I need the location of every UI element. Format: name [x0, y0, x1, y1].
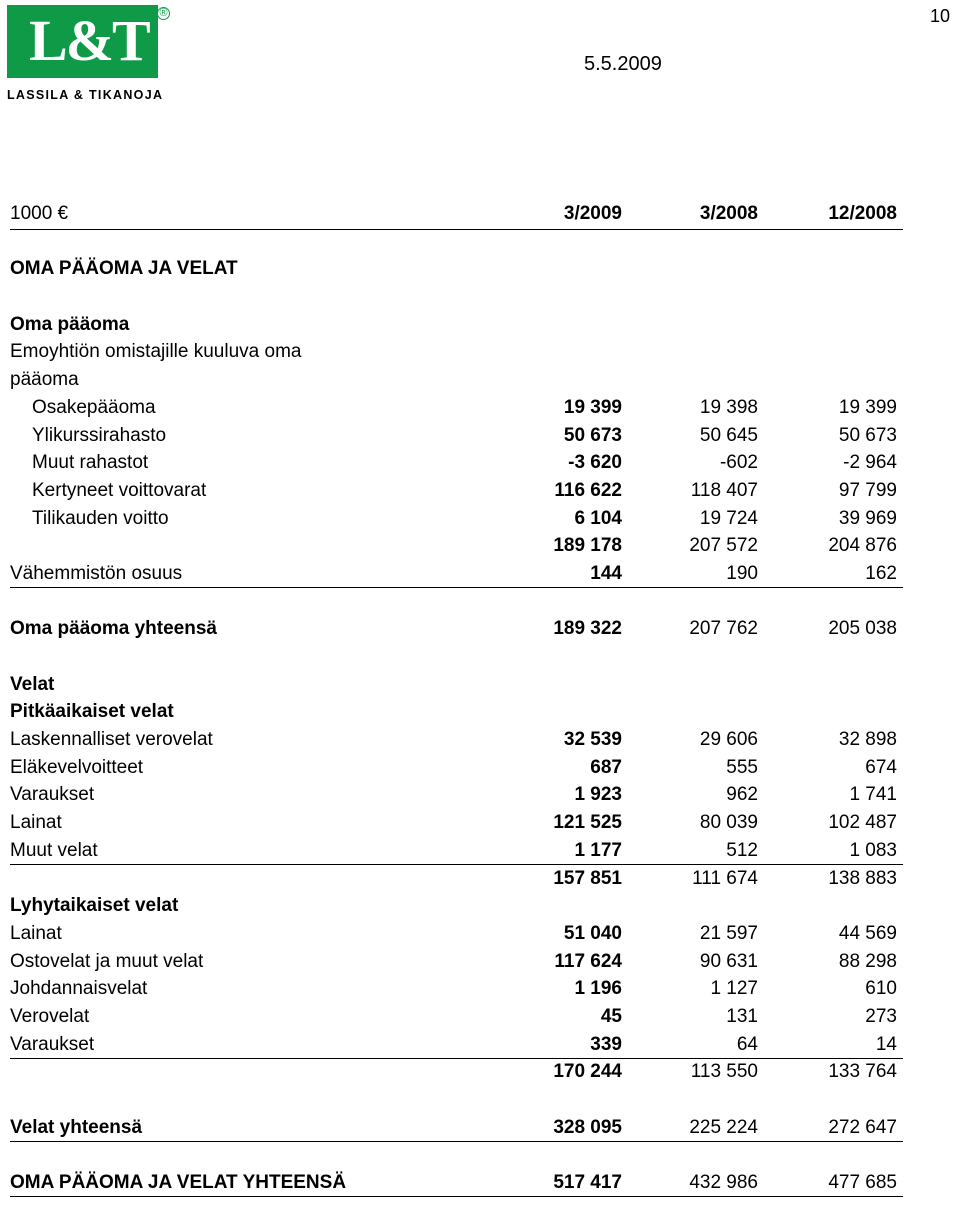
value-cell-3: 477 685 [828, 1172, 897, 1194]
table-row [10, 311, 903, 339]
value-cell-1: 1 196 [574, 978, 622, 1000]
value-cell-1: 50 673 [563, 424, 622, 446]
value-cell-2: 512 [726, 839, 758, 861]
table-row [10, 837, 903, 865]
table-row [10, 698, 903, 726]
value-cell-3: 610 [865, 978, 897, 1000]
row-label: Emoyhtiön omistajille kuuluva oma [10, 341, 302, 363]
logo-company-name: LASSILA & TIKANOJA [7, 88, 164, 102]
table-row [10, 643, 903, 671]
table-body [10, 228, 903, 1197]
table-row [10, 228, 903, 256]
table-row [10, 1031, 903, 1059]
value-cell-2: 207 762 [689, 618, 758, 640]
table-row [10, 366, 903, 394]
table-row [10, 754, 903, 782]
row-label: Osakepääoma [32, 396, 156, 418]
value-cell-2: 80 039 [699, 812, 758, 834]
value-cell-3: 273 [865, 1005, 897, 1027]
value-cell-3: 32 898 [838, 729, 897, 751]
value-cell-3: 133 764 [828, 1061, 897, 1083]
row-divider [10, 1196, 903, 1197]
value-cell-1: 517 417 [553, 1172, 622, 1194]
table-row [10, 394, 903, 422]
value-cell-3: 39 969 [838, 507, 897, 529]
value-cell-1: 6 104 [574, 507, 622, 529]
header-row [10, 200, 903, 228]
row-label: Kertyneet voittovarat [32, 479, 207, 501]
value-cell-2: -602 [719, 452, 758, 474]
value-cell-1: 117 624 [554, 950, 622, 972]
value-cell-1: 51 040 [563, 922, 622, 944]
table-row [10, 477, 903, 505]
value-cell-1: 687 [590, 756, 622, 778]
value-cell-3: 162 [865, 562, 897, 584]
row-label: Ylikurssirahasto [32, 424, 167, 446]
table-row [10, 532, 903, 560]
value-cell-2: 225 224 [689, 1116, 758, 1138]
row-label: Oma pääoma yhteensä [10, 618, 217, 640]
col-header-3-2008: 3/2008 [699, 203, 758, 224]
value-cell-1: 170 244 [553, 1061, 622, 1083]
value-cell-3: 205 038 [828, 618, 897, 640]
row-label: Muut rahastot [32, 452, 149, 474]
row-label: Velat [10, 673, 55, 695]
value-cell-1: 19 399 [563, 396, 622, 418]
company-logo [7, 5, 168, 102]
value-cell-1: 189 322 [553, 618, 622, 640]
row-label: Eläkevelvoitteet [10, 756, 144, 778]
row-label: Oma pääoma [10, 313, 130, 335]
row-label: Lainat [10, 922, 62, 944]
table-row [10, 505, 903, 533]
value-cell-2: 111 674 [692, 867, 758, 889]
row-label: Lyhytaikaiset velat [10, 895, 179, 917]
row-label: Varaukset [10, 784, 95, 806]
row-label: Johdannaisvelat [10, 978, 148, 1000]
value-cell-1: 189 178 [553, 535, 622, 557]
value-cell-2: 64 [736, 1033, 758, 1055]
page-number: 10 [929, 6, 950, 26]
value-cell-1: 45 [600, 1005, 622, 1027]
row-label: Ostovelat ja muut velat [10, 950, 204, 972]
logo-mark: L&T [29, 8, 149, 73]
registered-mark: ® [157, 7, 170, 20]
table-row [10, 1058, 903, 1086]
row-label: Lainat [10, 812, 62, 834]
row-label: Muut velat [10, 839, 98, 861]
table-row [10, 865, 903, 893]
unit-label: 1000 € [10, 203, 69, 224]
value-cell-3: 102 487 [828, 812, 897, 834]
value-cell-2: 555 [726, 756, 758, 778]
logo-mark-box [7, 5, 158, 78]
table-row [10, 449, 903, 477]
row-label: Laskennalliset verovelat [10, 729, 213, 751]
table-row [10, 892, 903, 920]
value-cell-3: 272 647 [828, 1116, 897, 1138]
value-cell-3: 1 083 [849, 839, 897, 861]
value-cell-2: 118 407 [690, 479, 758, 501]
table-row [10, 920, 903, 948]
table-row [10, 588, 903, 616]
value-cell-2: 131 [726, 1005, 758, 1027]
value-cell-3: 204 876 [828, 535, 897, 557]
value-cell-3: 14 [875, 1033, 897, 1055]
value-cell-3: 88 298 [838, 950, 897, 972]
row-label: Pitkäaikaiset velat [10, 701, 174, 723]
table-row [10, 283, 903, 311]
value-cell-1: 339 [590, 1033, 622, 1055]
balance-sheet-table [10, 200, 903, 1197]
value-cell-3: 19 399 [838, 396, 897, 418]
table-row [10, 255, 903, 283]
value-cell-2: 962 [726, 784, 758, 806]
table-row [10, 1114, 903, 1142]
table-row [10, 781, 903, 809]
row-label: Velat yhteensä [10, 1116, 143, 1138]
value-cell-2: 113 550 [690, 1061, 758, 1083]
table-row [10, 975, 903, 1003]
value-cell-1: 116 622 [554, 479, 622, 501]
value-cell-3: 44 569 [838, 922, 897, 944]
value-cell-3: 138 883 [828, 867, 897, 889]
table-row [10, 560, 903, 588]
table-row [10, 1141, 903, 1169]
row-label: Verovelat [10, 1005, 90, 1027]
value-cell-2: 207 572 [689, 535, 758, 557]
value-cell-1: 121 525 [553, 812, 622, 834]
value-cell-2: 190 [726, 562, 758, 584]
table-row [10, 338, 903, 366]
value-cell-3: 50 673 [838, 424, 897, 446]
row-label: pääoma [10, 369, 79, 391]
value-cell-3: 1 741 [849, 784, 897, 806]
value-cell-3: 97 799 [838, 479, 897, 501]
table-row [10, 1169, 903, 1197]
table-row [10, 1003, 903, 1031]
table-row [10, 809, 903, 837]
value-cell-1: 157 851 [553, 867, 622, 889]
value-cell-1: 1 923 [574, 784, 622, 806]
row-label: Tilikauden voitto [32, 507, 169, 529]
value-cell-1: 1 177 [574, 839, 622, 861]
value-cell-2: 432 986 [689, 1172, 758, 1194]
row-label: Vähemmistön osuus [10, 562, 183, 584]
value-cell-1: 144 [590, 562, 622, 584]
table-row [10, 948, 903, 976]
row-label: OMA PÄÄOMA JA VELAT [10, 258, 238, 280]
col-header-3-2009: 3/2009 [563, 203, 622, 224]
value-cell-2: 21 597 [699, 922, 758, 944]
table-row [10, 1086, 903, 1114]
value-cell-1: 32 539 [563, 729, 622, 751]
table-row [10, 671, 903, 699]
col-header-12-2008: 12/2008 [828, 203, 897, 224]
value-cell-3: -2 964 [843, 452, 897, 474]
value-cell-2: 90 631 [699, 950, 758, 972]
value-cell-1: 328 095 [553, 1116, 622, 1138]
value-cell-2: 1 127 [710, 978, 758, 1000]
value-cell-3: 674 [865, 756, 897, 778]
table-row [10, 726, 903, 754]
value-cell-2: 19 398 [699, 396, 758, 418]
table-row [10, 615, 903, 643]
table-row [10, 422, 903, 450]
value-cell-1: -3 620 [568, 452, 622, 474]
value-cell-2: 50 645 [699, 424, 758, 446]
value-cell-2: 29 606 [699, 729, 758, 751]
row-label: OMA PÄÄOMA JA VELAT YHTEENSÄ [10, 1172, 347, 1194]
value-cell-2: 19 724 [699, 507, 758, 529]
document-date: 5.5.2009 [584, 53, 662, 75]
row-label: Varaukset [10, 1033, 95, 1055]
